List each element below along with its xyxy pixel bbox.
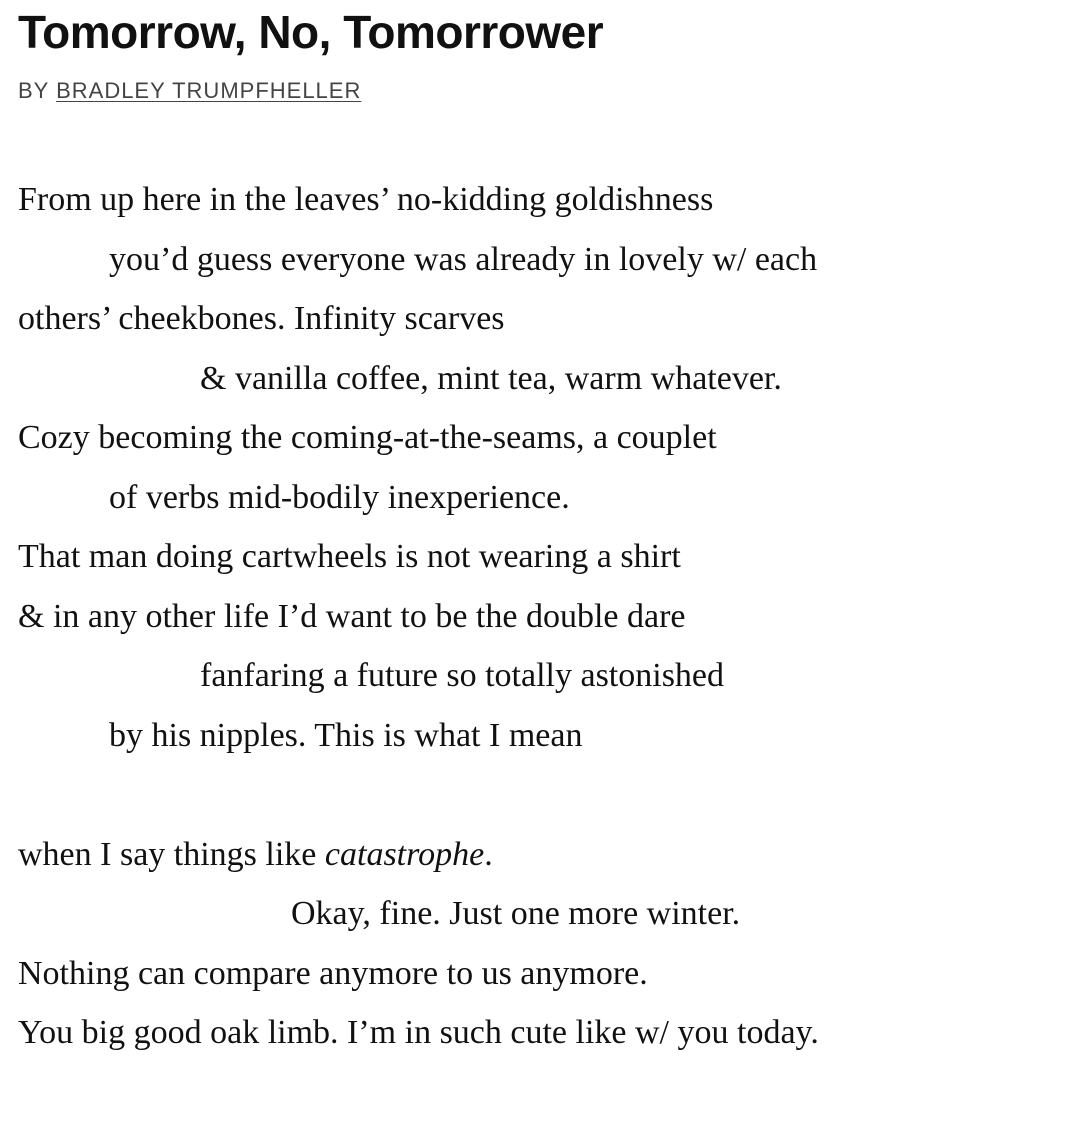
poem-line-text: when I say things like — [18, 835, 325, 873]
poem-line: That man doing cartwheels is not wearing a shirt — [18, 538, 681, 575]
article — [18, 0, 1058, 1063]
stanza-2 — [18, 825, 1058, 1063]
poem-body — [18, 170, 1058, 1063]
author-link[interactable]: BRADLEY TRUMPFHELLER — [56, 78, 362, 103]
stanza-1 — [18, 170, 1058, 765]
poem-line: others’ cheekbones. Infinity scarves — [18, 300, 505, 337]
poem-title: Tomorrow, No, Tomorrower — [18, 6, 604, 58]
byline — [18, 78, 1058, 104]
stanza-break — [18, 765, 1058, 825]
italic-word: catastrophe — [324, 835, 485, 873]
poem-line: & in any other life I’d want to be the double dare — [18, 597, 686, 635]
poem-line: & vanilla coffee, mint tea, warm whatever. — [200, 359, 782, 397]
poem-line: you’d guess everyone was already in lovely w/ each — [109, 240, 818, 278]
poem-line: Okay, fine. Just one more winter. — [291, 895, 741, 932]
byline-prefix: BY — [18, 78, 49, 103]
poem-line: fanfaring a future so totally astonished — [200, 657, 725, 694]
poem-line: Nothing can compare anymore to us anymore. — [18, 954, 648, 992]
poem-line: by his nipples. This is what I mean — [109, 716, 583, 754]
poem-line-punctuation: . — [484, 835, 493, 873]
poem-line: of verbs mid-bodily inexperience. — [109, 478, 570, 516]
poem-line — [18, 825, 1058, 885]
poem-line: Cozy becoming the coming-at-the-seams, a couplet — [18, 419, 717, 456]
poem-line: You big good oak limb. I’m in such cute like w/ you today. — [18, 1014, 819, 1051]
poem-line: From up here in the leaves’ no-kidding goldishness — [18, 181, 714, 218]
